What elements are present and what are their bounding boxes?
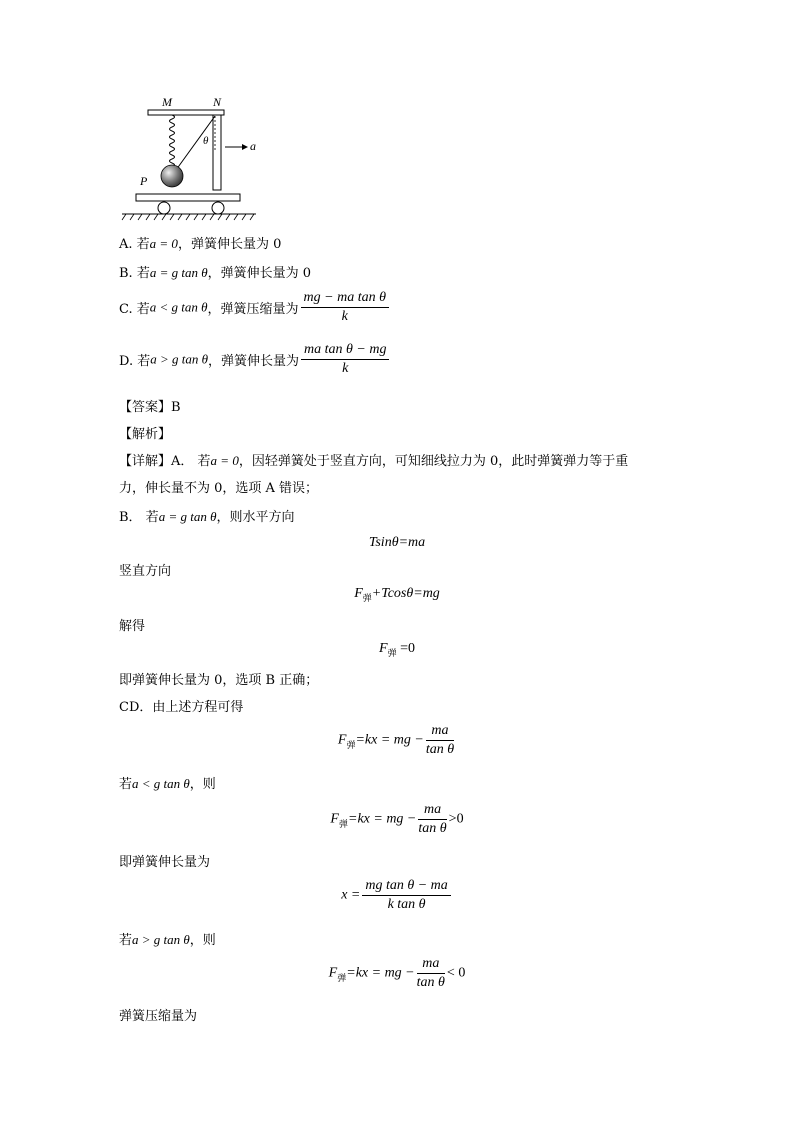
option-A: A. 若a = 0，弹簧伸长量为 0	[119, 236, 282, 252]
option-A-condition: a = 0	[149, 236, 178, 251]
equation-6: x = $\frac{\text{mg tan θ − ma}}{\text{k tan θ}}$	[0, 878, 794, 913]
ground-hatch	[122, 214, 254, 220]
if-C-line: 若a < g tan θ，则	[119, 776, 216, 792]
detail-line-A1: 【详解】A． 若a = 0，因轻弹簧处于竖直方向，可知细线拉力为 0，此时弹簧弹力等于重	[119, 453, 629, 469]
cart-platform	[136, 194, 240, 201]
equation-1: Tsinθ=ma	[368, 535, 426, 550]
label-a: a	[250, 139, 256, 153]
label-N: N	[213, 95, 222, 109]
option-C: C. 若a < g tan θ，弹簧压缩量为 $\frac{\text{mg − ma tan θ}}{k}$	[119, 290, 391, 325]
answer-label: 【答案】	[119, 400, 172, 415]
option-C-fraction: $\frac{\text{mg − ma tan θ}}{k}$	[301, 290, 389, 325]
equation-7: $F_弹=kx$ = mg − $\frac{ma}{\text{tan θ}}$ < 0	[328, 956, 466, 991]
arrow-head-icon	[242, 144, 248, 150]
equation-2: $F_弹+Tcos\theta=mg$	[354, 586, 440, 603]
stretch-is-text: 即弹簧伸长量为	[119, 855, 211, 870]
analysis-label: 【解析】	[119, 427, 172, 442]
label-theta: θ	[203, 135, 209, 147]
ball-P	[161, 165, 183, 187]
label-M: M	[162, 95, 172, 109]
if-D-line: 若a > g tan θ，则	[119, 932, 216, 948]
equation-5: $F_弹=kx$ = mg − $\frac{ma}{\text{tan θ}}$ >0	[330, 802, 464, 837]
option-B-condition: a = g tan θ	[149, 265, 208, 280]
detail-line-A2: 力，伸长量不为 0，选项 A 错误；	[119, 481, 319, 496]
answer-line	[119, 396, 181, 415]
equation-4: $F_弹=kx$ = mg − $\frac{ma}{\text{tan θ}}$	[337, 723, 455, 758]
label-P: P	[140, 174, 148, 188]
answer-value: B	[171, 400, 181, 415]
vertical-post	[213, 115, 221, 190]
option-D: D. 若a > g tan θ，弹簧伸长量为 $\frac{\text{ma tan θ − mg}}{k}$	[119, 342, 391, 377]
wheel-left	[158, 202, 170, 214]
detail-line-CD: CD．由上述方程可得	[119, 700, 244, 715]
option-C-condition: a < g tan θ	[149, 299, 208, 315]
equation-3: $F_弹 =0$	[379, 641, 415, 658]
string	[176, 116, 215, 170]
detail-label: 【详解】	[119, 454, 172, 469]
detail-line-B-end: 即弹簧伸长量为 0，选项 B 正确；	[119, 673, 319, 688]
compress-is-text: 弹簧压缩量为	[119, 1009, 198, 1024]
top-bar-MN	[148, 110, 224, 115]
wheel-right	[212, 202, 224, 214]
solve-text: 解得	[119, 619, 146, 634]
physics-figure	[118, 92, 268, 224]
option-D-condition: a > g tan θ	[150, 351, 209, 367]
option-B: B. 若a = g tan θ，弹簧伸长量为 0	[119, 265, 312, 281]
option-D-fraction: $\frac{\text{ma tan θ − mg}}{k}$	[301, 342, 389, 377]
detail-line-B: B． 若a = g tan θ，则水平方向	[119, 509, 295, 525]
vertical-direction-text: 竖直方向	[119, 564, 172, 579]
